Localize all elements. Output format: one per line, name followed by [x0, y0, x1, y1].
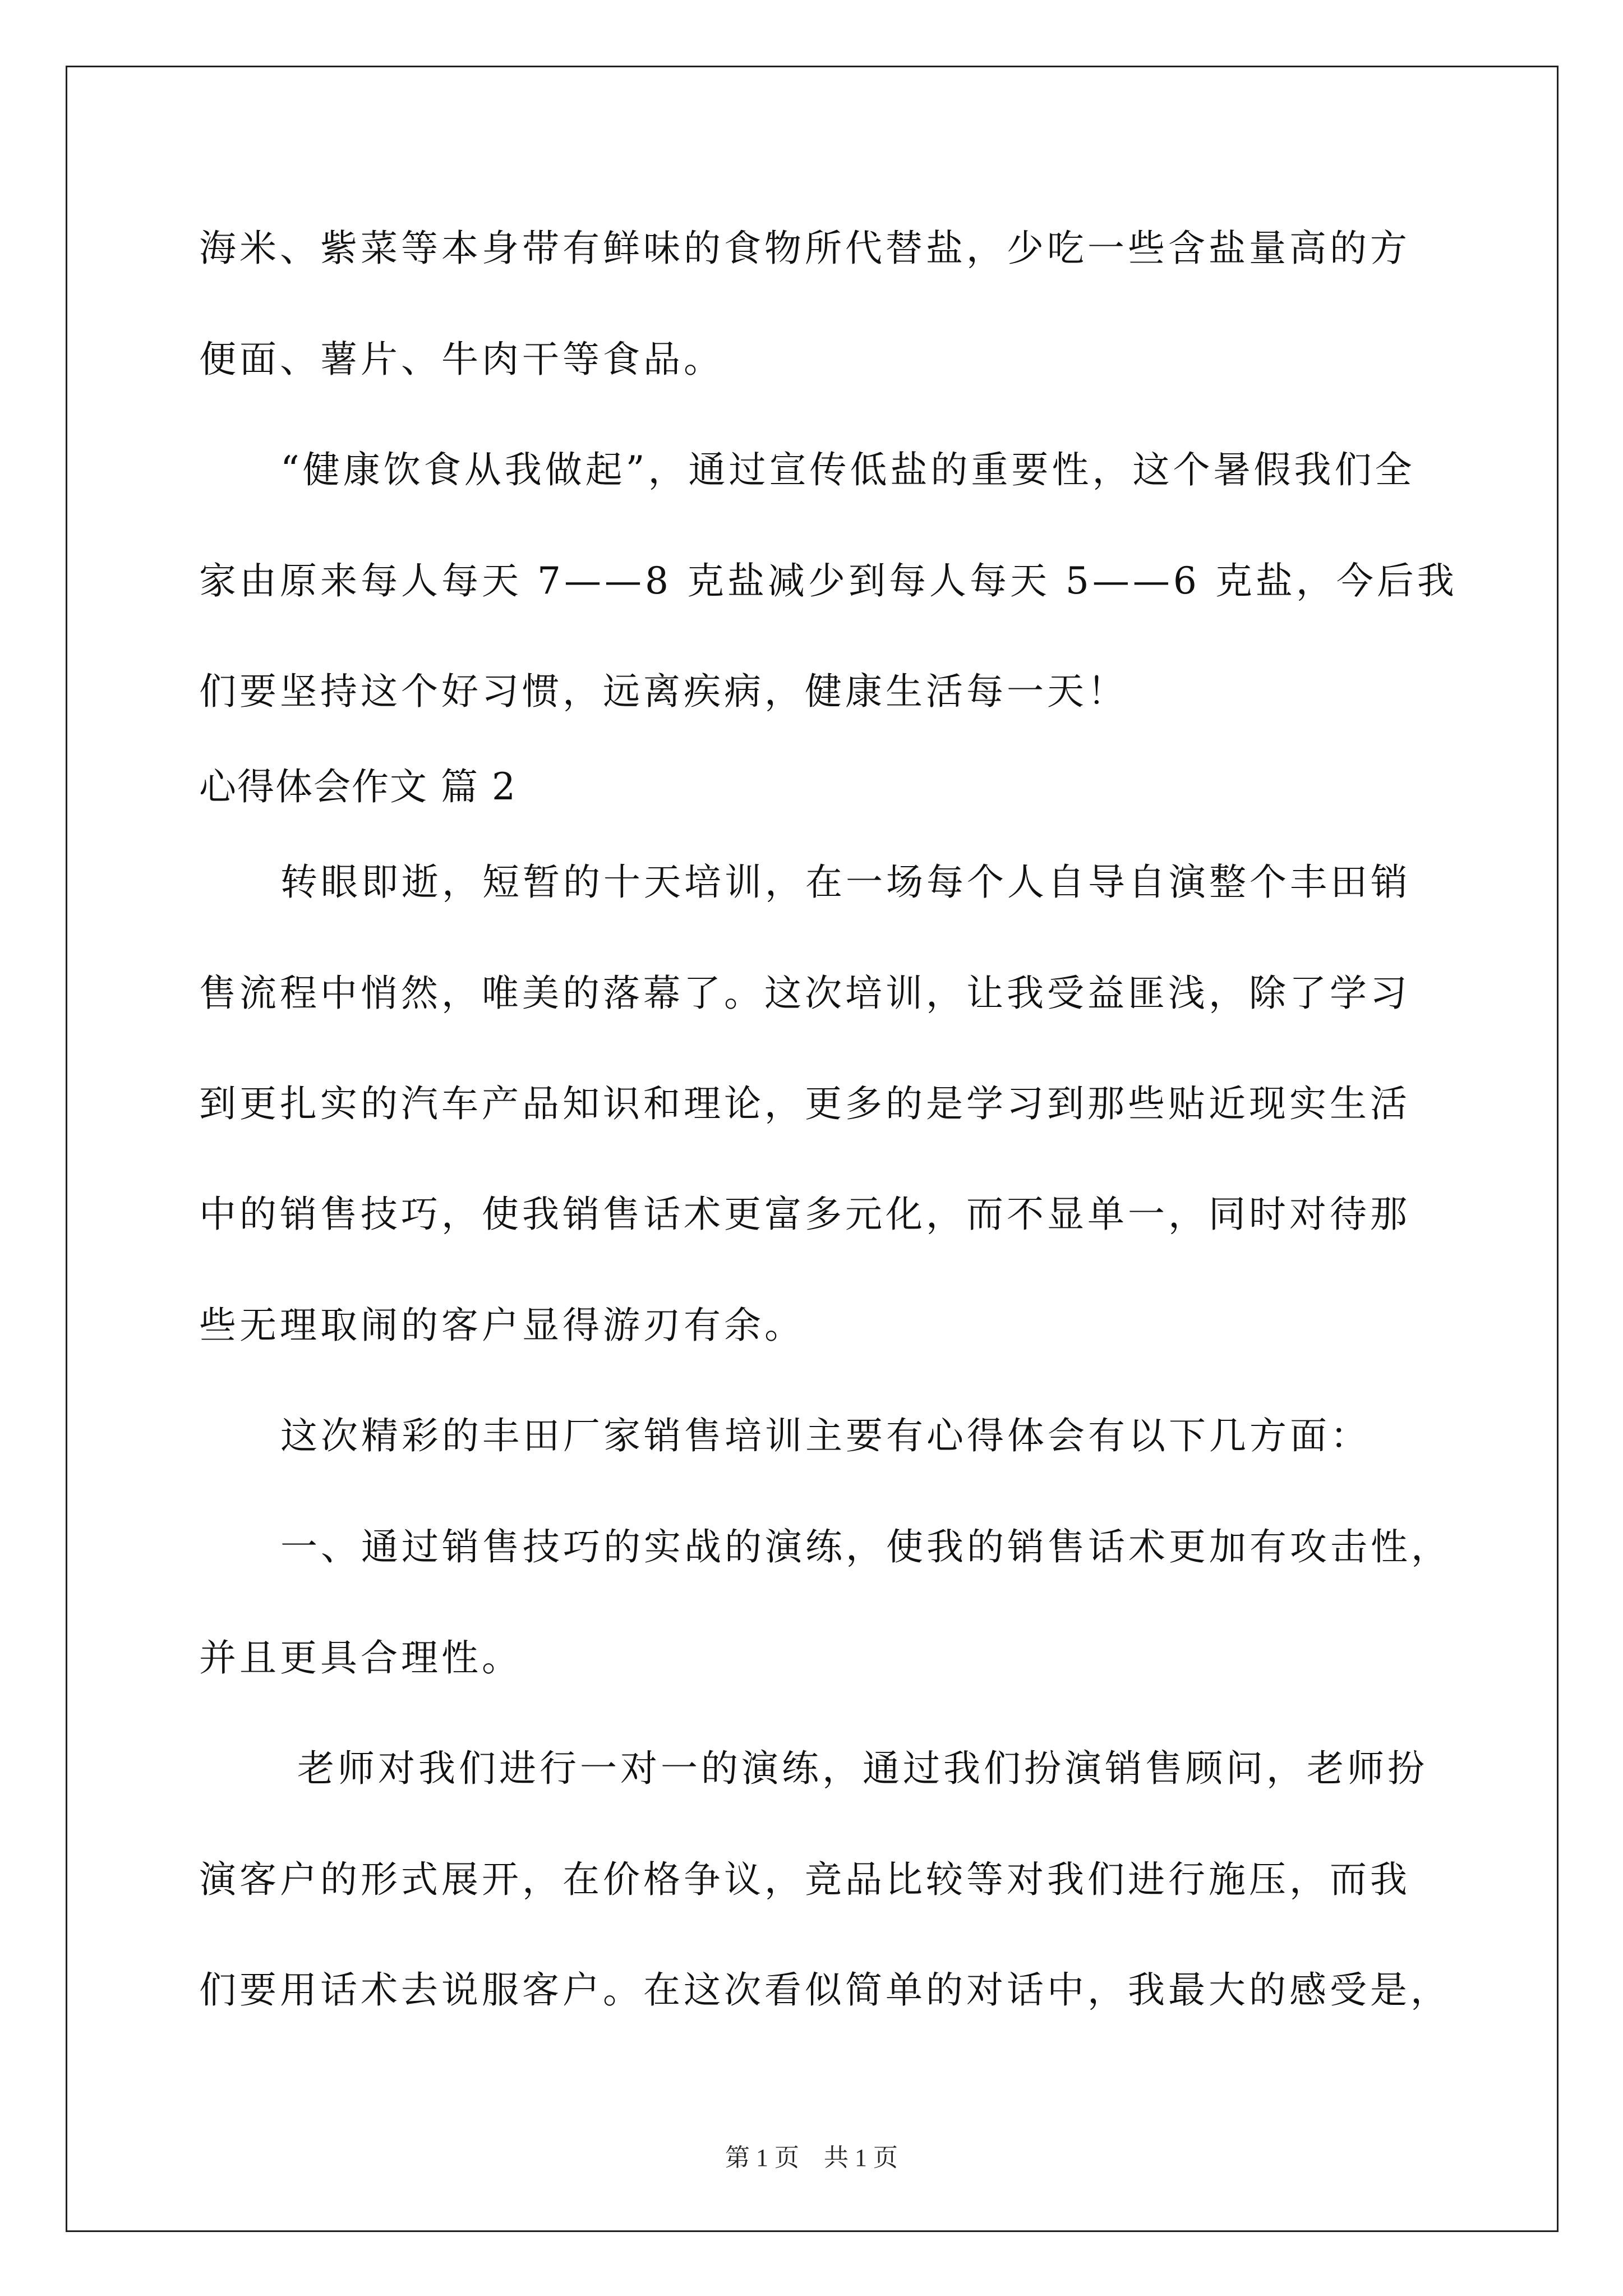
paragraph-line: 到更扎实的汽车产品知识和理论，更多的是学习到那些贴近现实生活 — [199, 1082, 1410, 1125]
section-heading: 心得体会作文 篇 2 — [199, 765, 517, 808]
paragraph-line: 一、通过销售技巧的实战的演练，使我的销售话术更加有攻击性， — [280, 1525, 1451, 1568]
paragraph-line: 便面、薯片、牛肉干等食品。 — [199, 338, 724, 381]
paragraph-line: “健康饮食从我做起”，通过宣传低盐的重要性，这个暑假我们全 — [280, 448, 1415, 491]
paragraph-line: 海米、紫菜等本身带有鲜味的食物所代替盐，少吃一些含盐量高的方 — [199, 227, 1410, 270]
paragraph-line: 转眼即逝，短暂的十天培训，在一场每个人自导自演整个丰田销 — [280, 861, 1411, 904]
paragraph-line: 并且更具合理性。 — [199, 1636, 522, 1680]
paragraph-line: 中的销售技巧，使我销售话术更富多元化，而不显单一，同时对待那 — [199, 1193, 1410, 1236]
paragraph-line: 售流程中悄然，唯美的落幕了。这次培训，让我受益匪浅，除了学习 — [199, 972, 1410, 1015]
paragraph-line: 些无理取闹的客户显得游刃有余。 — [199, 1304, 805, 1347]
paragraph-line: 们要用话术去说服客户。在这次看似简单的对话中，我最大的感受是， — [199, 1968, 1451, 2012]
paragraph-line: 演客户的形式展开，在价格争议，竞品比较等对我们进行施压，而我 — [199, 1858, 1410, 1901]
paragraph-line: 家由原来每人每天 7——8 克盐减少到每人每天 5——6 克盐，今后我 — [199, 559, 1458, 602]
paragraph-line: 们要坚持这个好习惯，远离疾病，健康生活每一天！ — [199, 670, 1128, 713]
page-number: 第 1 页 共 1 页 — [725, 2144, 898, 2171]
paragraph-line: 老师对我们进行一对一的演练，通过我们扮演销售顾问，老师扮 — [297, 1747, 1428, 1790]
paragraph-line: 这次精彩的丰田厂家销售培训主要有心得体会有以下几方面： — [280, 1414, 1371, 1457]
page-border — [66, 66, 1559, 2232]
